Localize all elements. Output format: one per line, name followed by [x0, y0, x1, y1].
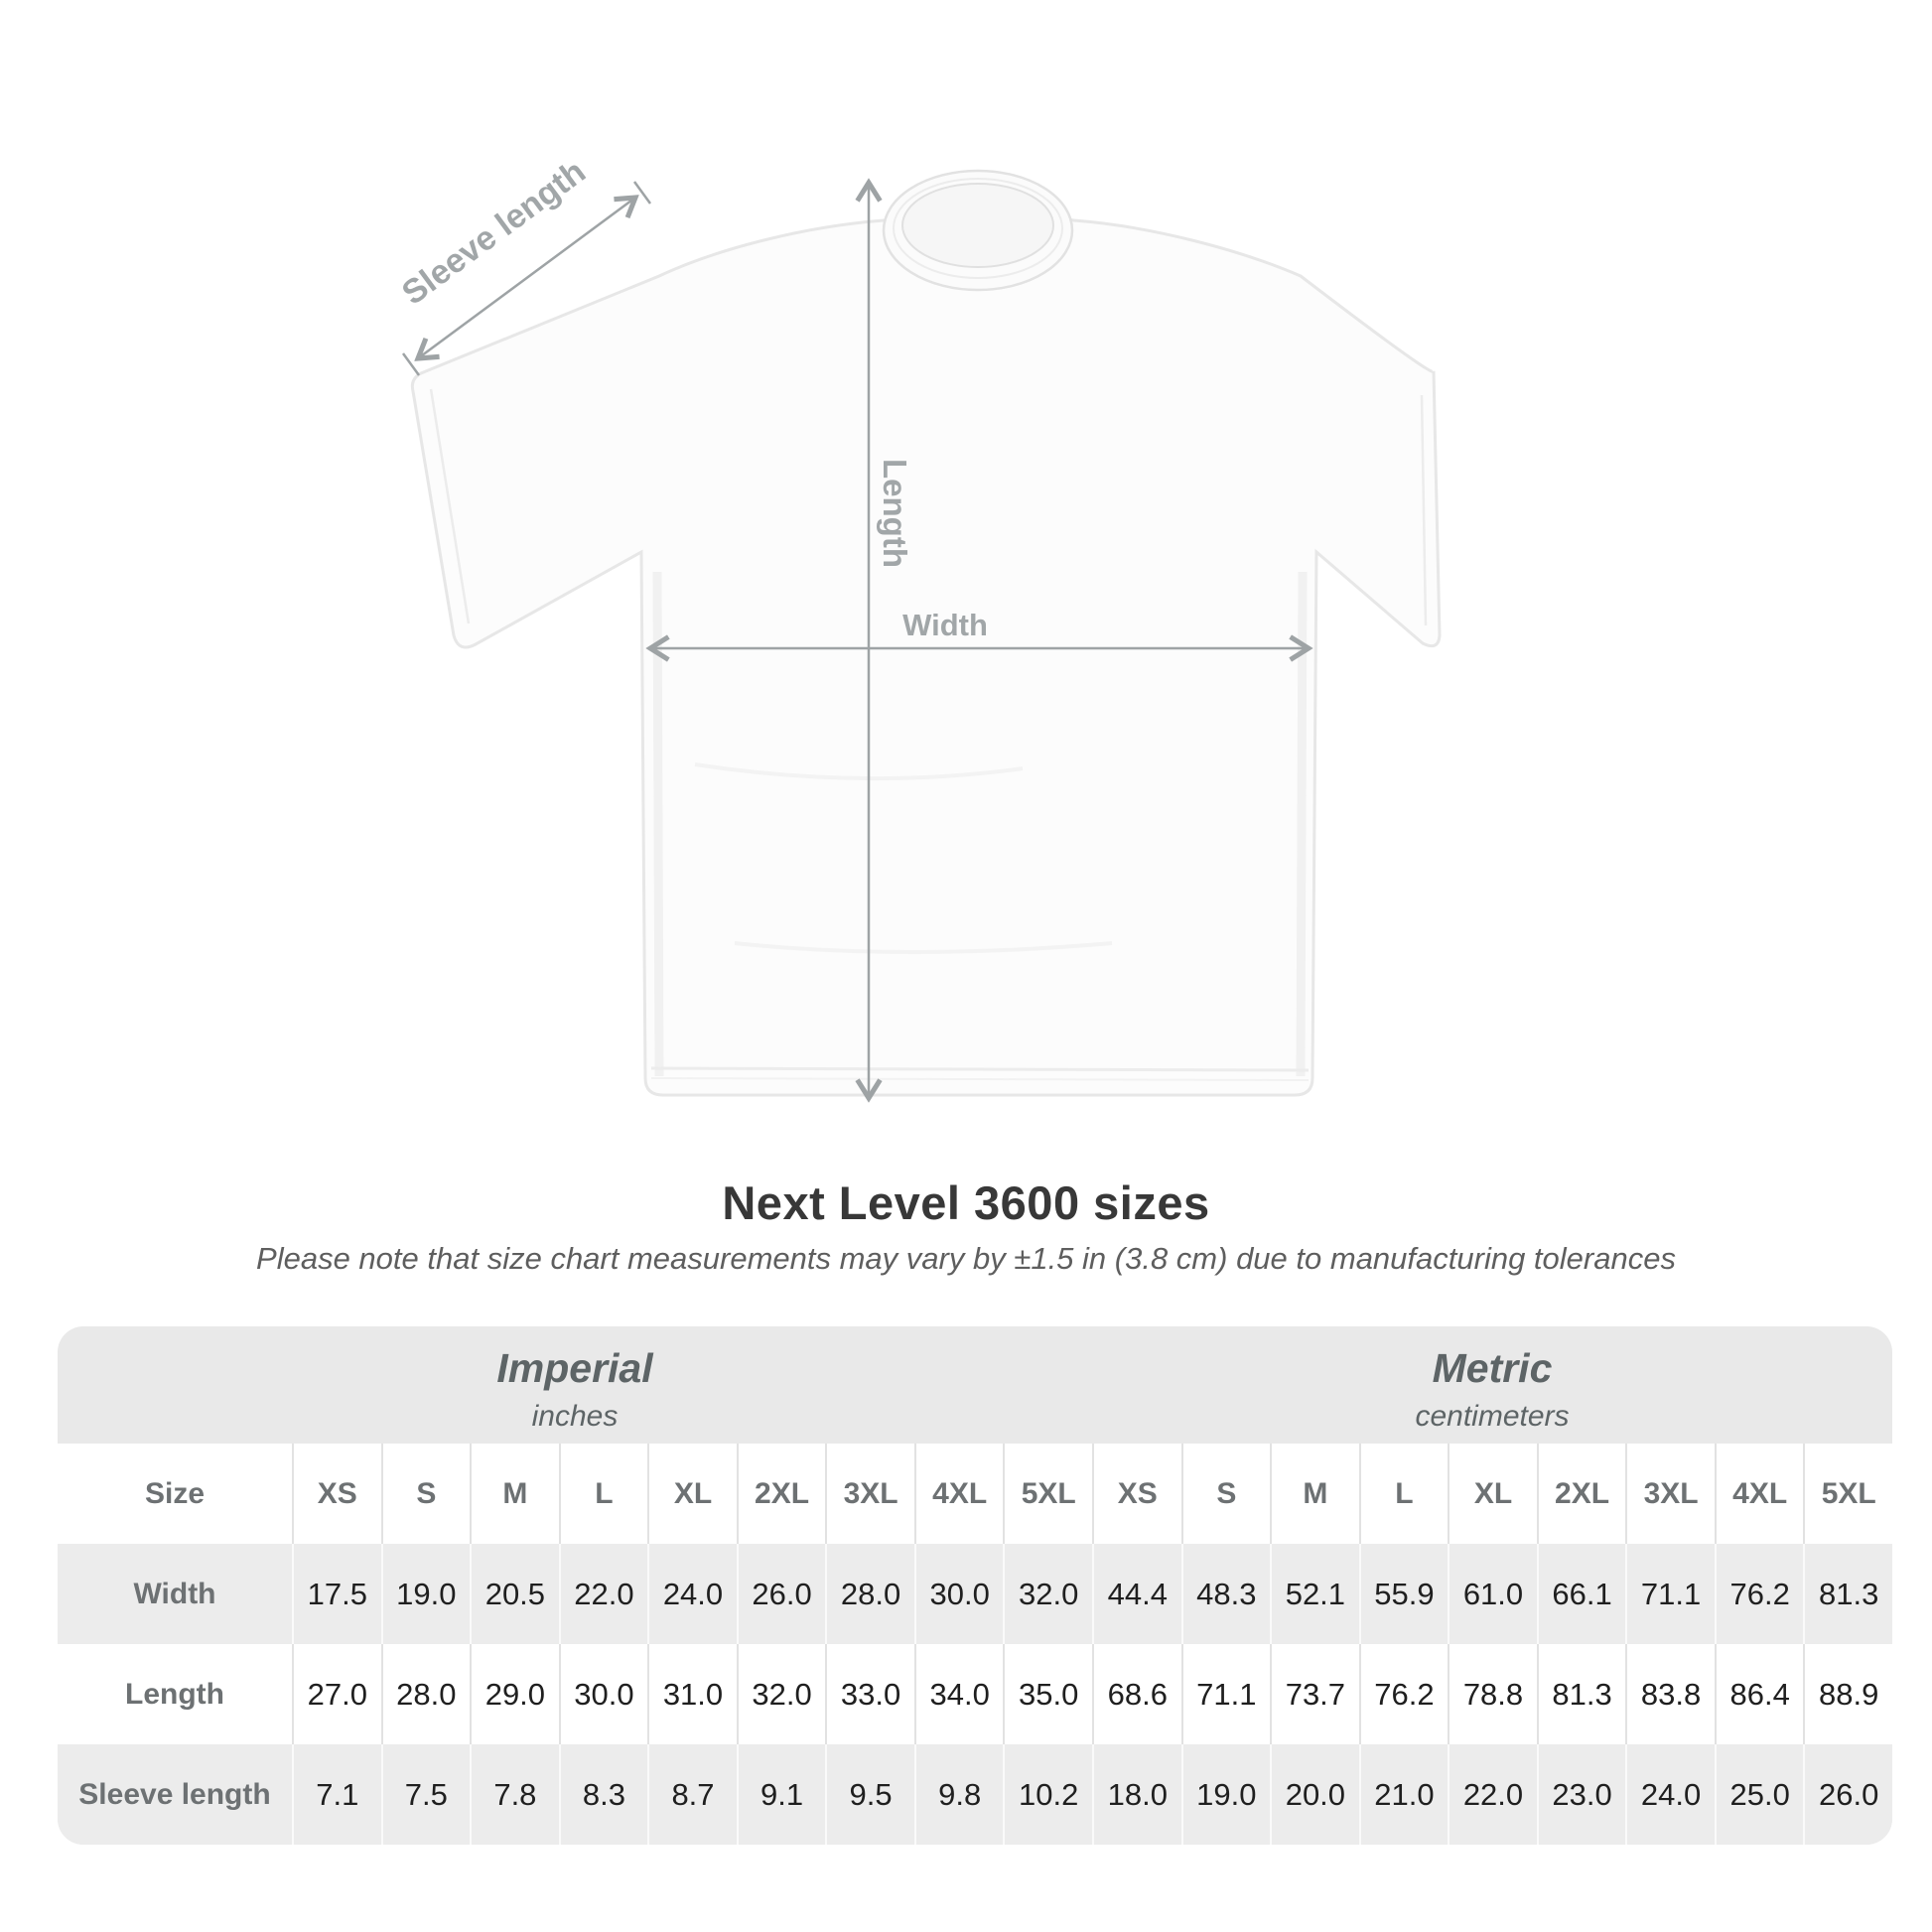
cell-width-metric-4xl: 76.2: [1715, 1544, 1804, 1644]
cell-width-metric-2xl: 66.1: [1537, 1544, 1626, 1644]
row-label-length: Length: [125, 1677, 224, 1711]
cell-width-metric-s: 48.3: [1181, 1544, 1271, 1644]
sleeve-arrow-end-tick-bottom: [403, 353, 419, 375]
cell-width-imperial-xs: 17.5: [292, 1544, 381, 1644]
row-width: [58, 1544, 1892, 1644]
size-col-imperial-5xl: 5XL: [1003, 1444, 1092, 1544]
size-col-metric-4xl: 4XL: [1715, 1444, 1804, 1544]
cell-sleeve-length-metric-xs: 18.0: [1092, 1744, 1181, 1845]
row-label-sleeve-length: Sleeve length: [78, 1777, 271, 1811]
size-col-imperial-xs: XS: [292, 1444, 381, 1544]
cell-length-imperial-xl: 31.0: [647, 1644, 737, 1744]
cell-sleeve-length-metric-m: 20.0: [1270, 1744, 1359, 1845]
cell-length-imperial-4xl: 34.0: [914, 1644, 1004, 1744]
cell-sleeve-length-imperial-s: 7.5: [381, 1744, 471, 1845]
size-col-metric-s: S: [1181, 1444, 1271, 1544]
size-col-imperial-m: M: [470, 1444, 559, 1544]
sleeve-arrow-end-tick-top: [634, 182, 650, 204]
cell-length-metric-5xl: 88.9: [1803, 1644, 1892, 1744]
size-col-imperial-4xl: 4XL: [914, 1444, 1004, 1544]
cell-sleeve-length-imperial-m: 7.8: [470, 1744, 559, 1845]
cell-width-imperial-l: 22.0: [559, 1544, 648, 1644]
unit-imperial-label: Imperial: [496, 1344, 653, 1391]
collar-opening: [902, 184, 1053, 267]
cell-width-metric-xs: 44.4: [1092, 1544, 1181, 1644]
unit-header-row: [58, 1326, 1892, 1444]
size-col-metric-m: M: [1270, 1444, 1359, 1544]
size-col-imperial-s: S: [381, 1444, 471, 1544]
unit-imperial-sublabel: inches: [531, 1399, 619, 1433]
width-label: Width: [902, 608, 988, 642]
cell-width-imperial-2xl: 26.0: [737, 1544, 826, 1644]
cell-width-imperial-m: 20.5: [470, 1544, 559, 1644]
row-label-width: Width: [133, 1577, 216, 1610]
cell-width-imperial-4xl: 30.0: [914, 1544, 1004, 1644]
cell-length-metric-xs: 68.6: [1092, 1644, 1181, 1744]
cell-sleeve-length-imperial-xl: 8.7: [647, 1744, 737, 1845]
size-col-imperial-2xl: 2XL: [737, 1444, 826, 1544]
cell-sleeve-length-metric-xl: 22.0: [1448, 1744, 1537, 1845]
size-col-imperial-l: L: [559, 1444, 648, 1544]
cell-length-metric-4xl: 86.4: [1715, 1644, 1804, 1744]
unit-header-imperial: [58, 1326, 1092, 1444]
cell-width-imperial-3xl: 28.0: [825, 1544, 914, 1644]
cell-length-metric-2xl: 81.3: [1537, 1644, 1626, 1744]
cell-length-imperial-l: 30.0: [559, 1644, 648, 1744]
cell-sleeve-length-imperial-4xl: 9.8: [914, 1744, 1004, 1845]
row-length: [58, 1644, 1892, 1744]
sleeve-length-label: Sleeve length: [395, 152, 593, 313]
size-col-metric-5xl: 5XL: [1803, 1444, 1892, 1544]
cell-sleeve-length-metric-4xl: 25.0: [1715, 1744, 1804, 1845]
cell-width-metric-l: 55.9: [1359, 1544, 1449, 1644]
size-col-metric-xs: XS: [1092, 1444, 1181, 1544]
cell-length-metric-3xl: 83.8: [1625, 1644, 1715, 1744]
cell-length-imperial-2xl: 32.0: [737, 1644, 826, 1744]
page-subtitle: Please note that size chart measurements may vary by ±1.5 in (3.8 cm) due to manufacturing tolerances: [256, 1241, 1676, 1276]
cell-length-imperial-xs: 27.0: [292, 1644, 381, 1744]
size-col-metric-3xl: 3XL: [1625, 1444, 1715, 1544]
cell-width-metric-3xl: 71.1: [1625, 1544, 1715, 1644]
size-col-metric-xl: XL: [1448, 1444, 1537, 1544]
row-sleeve-length: [58, 1744, 1892, 1845]
cell-sleeve-length-metric-3xl: 24.0: [1625, 1744, 1715, 1845]
size-col-metric-l: L: [1359, 1444, 1449, 1544]
cell-sleeve-length-metric-5xl: 26.0: [1803, 1744, 1892, 1845]
cell-sleeve-length-imperial-5xl: 10.2: [1003, 1744, 1092, 1845]
cell-length-imperial-m: 29.0: [470, 1644, 559, 1744]
cell-width-metric-5xl: 81.3: [1803, 1544, 1892, 1644]
size-col-imperial-3xl: 3XL: [825, 1444, 914, 1544]
cell-width-metric-m: 52.1: [1270, 1544, 1359, 1644]
unit-header-metric: [1092, 1326, 1892, 1444]
cell-width-imperial-5xl: 32.0: [1003, 1544, 1092, 1644]
cell-width-imperial-xl: 24.0: [647, 1544, 737, 1644]
table-rows: [58, 1544, 1892, 1845]
cell-sleeve-length-metric-2xl: 23.0: [1537, 1744, 1626, 1845]
cell-width-metric-xl: 61.0: [1448, 1544, 1537, 1644]
size-col-metric-2xl: 2XL: [1537, 1444, 1626, 1544]
cell-sleeve-length-imperial-xs: 7.1: [292, 1744, 381, 1845]
cell-length-metric-l: 76.2: [1359, 1644, 1449, 1744]
size-table: [58, 1326, 1892, 1845]
cell-length-metric-s: 71.1: [1181, 1644, 1271, 1744]
page-title: Next Level 3600 sizes: [722, 1176, 1210, 1229]
cell-length-metric-m: 73.7: [1270, 1644, 1359, 1744]
cell-sleeve-length-metric-l: 21.0: [1359, 1744, 1449, 1845]
unit-metric-label: Metric: [1432, 1344, 1553, 1391]
length-label: Length: [877, 459, 913, 568]
size-header-row: [58, 1444, 1892, 1544]
cell-length-metric-xl: 78.8: [1448, 1644, 1537, 1744]
cell-sleeve-length-imperial-2xl: 9.1: [737, 1744, 826, 1845]
cell-length-imperial-s: 28.0: [381, 1644, 471, 1744]
size-col-imperial-xl: XL: [647, 1444, 737, 1544]
size-header-label: Size: [144, 1476, 206, 1510]
unit-metric-sublabel: centimeters: [1415, 1399, 1570, 1433]
tshirt-silhouette: [412, 213, 1440, 1095]
cell-length-imperial-3xl: 33.0: [825, 1644, 914, 1744]
cell-sleeve-length-imperial-l: 8.3: [559, 1744, 648, 1845]
hem-stitch: [651, 1068, 1309, 1070]
cell-length-imperial-5xl: 35.0: [1003, 1644, 1092, 1744]
cell-sleeve-length-metric-s: 19.0: [1181, 1744, 1271, 1845]
cell-width-imperial-s: 19.0: [381, 1544, 471, 1644]
cell-sleeve-length-imperial-3xl: 9.5: [825, 1744, 914, 1845]
